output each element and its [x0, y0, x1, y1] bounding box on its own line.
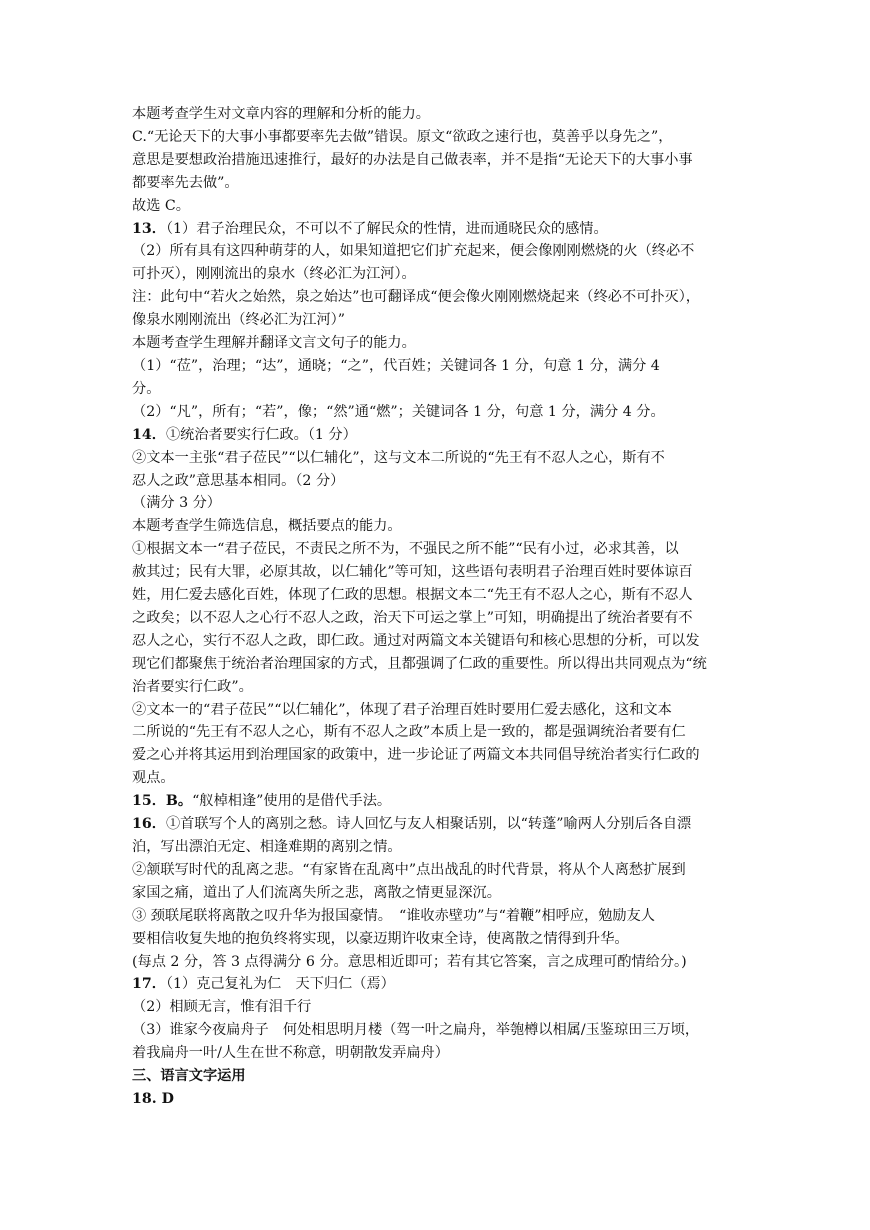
- line-text: 现它们都聚焦于统治者治理国家的方式，且都强调了仁政的重要性。所以得出共同观点为“统: [132, 655, 707, 672]
- text-line: [132, 195, 744, 218]
- line-text: （1）君子治理民众，不可以不了解民众的性情，进而通晓民众的感情。: [165, 220, 608, 237]
- text-line: [132, 470, 744, 493]
- text-line: [132, 813, 744, 836]
- text-line: [132, 126, 744, 149]
- line-text: 治者要实行仁政”。: [132, 678, 253, 695]
- text-line: [132, 424, 744, 447]
- bold-label: 18. D: [132, 1090, 174, 1107]
- text-line: [132, 905, 744, 928]
- text-line: [132, 744, 744, 767]
- line-text: 泊，写出漂泊无定、相逢难期的离别之情。: [132, 839, 402, 855]
- text-line: [132, 561, 744, 584]
- text-line: [132, 172, 744, 195]
- bold-label: 三、语言文字运用: [132, 1068, 246, 1085]
- bold-label: 13．: [132, 220, 166, 237]
- line-text: （2）“凡”，所有；“若”，像；“然”通“燃”；关键词各 1 分，句意 1 分，满分 4 分。: [132, 403, 665, 420]
- line-text: “舣棹相逢”使用的是借代手法。: [192, 793, 392, 810]
- bold-label: 15．B。: [132, 793, 193, 810]
- line-text: 故选 C。: [132, 197, 190, 214]
- line-text: 要相信收复失地的抱负终将实现，以豪迈期许收束全诗，使离散之情得到升华。: [132, 930, 629, 947]
- line-text: 注：此句中“若火之始然，泉之始达”也可翻译成“便会像火刚刚燃烧起来（终必不可扑灭），: [132, 289, 700, 306]
- text-line: [132, 790, 744, 813]
- line-text: 可扑灭），刚刚流出的泉水（终必汇为江河）。: [132, 266, 416, 283]
- line-text: ②文本一的“君子莅民”“以仁辅化”，体现了君子治理百姓时要用仁爱去感化，这和文本: [132, 701, 672, 718]
- line-text: （3）谁家今夜扁舟子 何处相思明月楼（驾一叶之扁舟，举匏樽以相属/玉鉴琼田三万顷，: [132, 1022, 700, 1039]
- line-text: 意思是要想政治措施迅速推行，最好的办法是自己做表率，并不是指“无论天下的大事小事: [132, 151, 693, 168]
- text-line: [132, 836, 744, 859]
- text-line: [132, 859, 744, 882]
- text-line: [132, 1088, 744, 1111]
- line-text: ①根据文本一“君子莅民，不责民之所不为，不强民之所不能”“民有小过，必求其善，以: [132, 541, 679, 558]
- text-line: [132, 538, 744, 561]
- text-line: [132, 996, 744, 1019]
- line-text: （1）克己复礼为仁 天下归仁（焉）: [165, 976, 395, 993]
- text-line: [132, 951, 744, 974]
- text-line: [132, 1065, 744, 1088]
- text-line: [132, 584, 744, 607]
- line-text: （2）所有具有这四种萌芽的人，如果知道把它们扩充起来，便会像刚刚燃烧的火（终必不: [132, 243, 695, 260]
- line-text: 本题考查学生对文章内容的理解和分析的能力。: [132, 106, 430, 122]
- line-text: 观点。: [132, 770, 175, 787]
- line-text: ②颔联写时代的乱离之悲。“有家皆在乱离中”点出战乱的时代背景，将从个人离愁扩展到: [132, 861, 686, 878]
- line-text: 像泉水刚刚流出（终必汇为江河）”: [132, 312, 345, 329]
- text-line: [132, 1019, 744, 1042]
- line-text: 姓，用仁爱去感化百姓，体现了仁政的思想。根据文本二“先王有不忍人之心，斯有不忍人: [132, 587, 693, 604]
- text-line: [132, 240, 744, 263]
- bold-label: 17．: [132, 976, 166, 993]
- text-line: [132, 218, 744, 241]
- line-text: （1）“莅”，治理；“达”，通晓；“之”，代百姓；关键词各 1 分，句意 1 分，满分 4: [132, 357, 660, 374]
- line-text: 都要率先去做”。: [132, 174, 239, 191]
- answer-key-page: [132, 103, 744, 1111]
- line-text: 忍人之政”意思基本相同。（2 分）: [132, 472, 345, 489]
- text-line: [132, 676, 744, 699]
- line-text: （2）相顾无言，惟有泪千行: [132, 999, 312, 1016]
- line-text: ②文本一主张“君子莅民”“以仁辅化”，这与文本二所说的“先王有不忍人之心，斯有不: [132, 449, 665, 466]
- text-line: [132, 1042, 744, 1065]
- bold-label: 14．: [132, 426, 166, 443]
- line-text: 二所说的“先王有不忍人之心，斯有不忍人之政”本质上是一致的，都是强调统治者要有仁: [132, 724, 686, 741]
- text-line: [132, 973, 744, 996]
- line-text: 着我扁舟一叶/人生在世不称意，明朝散发弄扁舟）: [132, 1045, 449, 1062]
- text-line: [132, 721, 744, 744]
- line-text: 爱之心并将其运用到治理国家的政策中，进一步论证了两篇文本共同倡导统治者实行仁政的: [132, 747, 700, 764]
- line-text: (每点 2 分，答 3 点得满分 6 分。意思相近即可；若有其它答案，言之成理可酌情给分。): [132, 953, 687, 970]
- text-line: [132, 103, 744, 126]
- text-line: [132, 355, 744, 378]
- line-text: 本题考查学生理解并翻译文言文句子的能力。: [132, 335, 416, 352]
- text-line: [132, 630, 744, 653]
- text-line: [132, 447, 744, 470]
- text-line: [132, 309, 744, 332]
- line-text: ③ 颈联尾联将离散之叹升华为报国豪情。 “谁收赤壁功”与“着鞭”相呼应，勉励友人: [132, 907, 655, 924]
- text-line: [132, 263, 744, 286]
- text-line: [132, 882, 744, 905]
- line-text: 本题考查学生筛选信息，概括要点的能力。: [132, 518, 402, 535]
- line-text: 忍人之心，实行不忍人之政，即仁政。通过对两篇文本关键语句和核心思想的分析，可以发: [132, 632, 700, 649]
- text-line: [132, 401, 744, 424]
- line-text: 之政矣；以不忍人之心行不忍人之政，治天下可运之掌上”可知，明确提出了统治者要有不: [132, 609, 693, 626]
- text-line: [132, 149, 744, 172]
- text-line: [132, 332, 744, 355]
- line-text: 家国之痛，道出了人们流离失所之悲，离散之情更显深沉。: [132, 884, 501, 901]
- line-text: ①统治者要实行仁政。（1 分）: [165, 426, 357, 443]
- text-line: [132, 378, 744, 401]
- text-line: [132, 767, 744, 790]
- text-line: [132, 653, 744, 676]
- line-text: （满分 3 分）: [132, 495, 221, 512]
- line-text: 分。: [132, 380, 161, 397]
- text-line: [132, 607, 744, 630]
- text-line: [132, 515, 744, 538]
- text-line: [132, 928, 744, 951]
- line-text: C.“无论天下的大事小事都要率先去做”错误。原文“欲政之速行也，莫善乎以身先之”，: [132, 128, 673, 145]
- line-text: 赦其过；民有大罪，必原其故，以仁辅化”等可知，这些语句表明君子治理百姓时要体谅百: [132, 564, 693, 581]
- text-line: [132, 286, 744, 309]
- text-line: [132, 492, 744, 515]
- bold-label: 16．: [132, 816, 166, 833]
- text-line: [132, 699, 744, 722]
- line-text: ①首联写个人的离别之愁。诗人回忆与友人相聚话别，以“转蓬”喻两人分别后各自漂: [165, 816, 692, 833]
